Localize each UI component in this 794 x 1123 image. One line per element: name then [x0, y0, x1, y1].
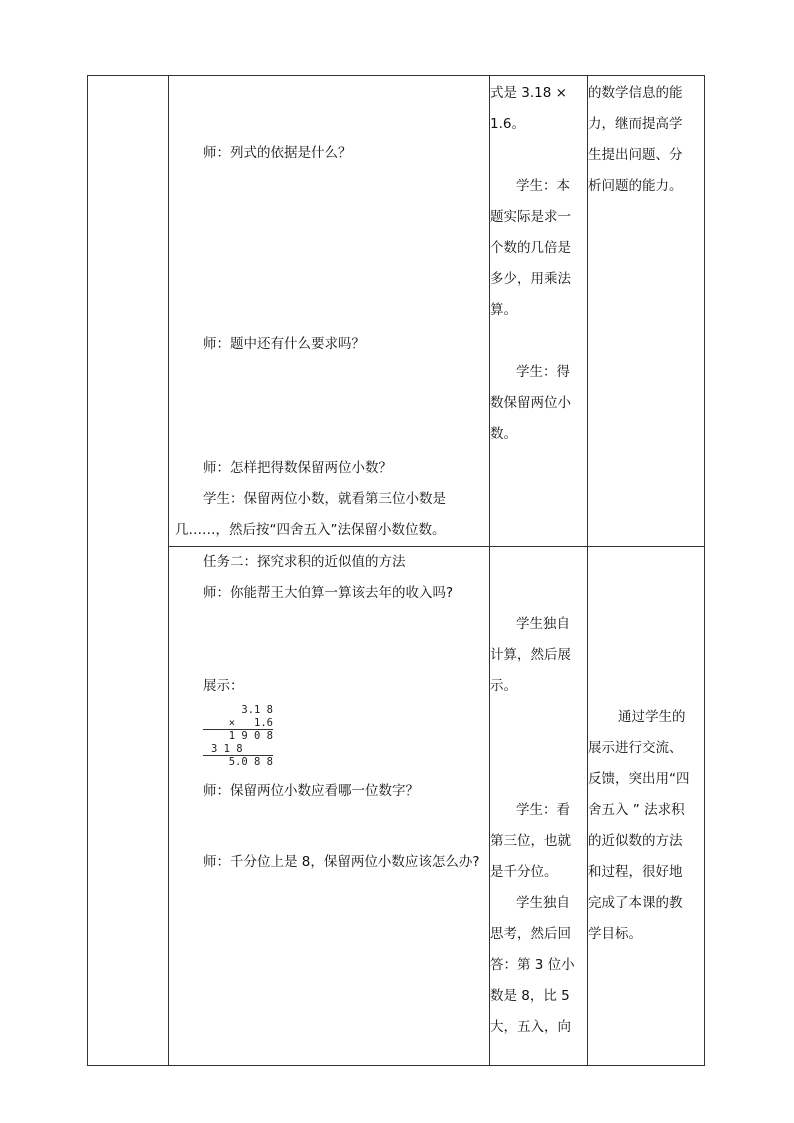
text-line: 算。 [490, 302, 517, 318]
calc-line: 3.1 8 [241, 704, 273, 716]
teacher-question: 师：列式的依据是什么？ [203, 145, 352, 161]
text-line: 析问题的能力。 [588, 178, 683, 194]
text-line: 计算，然后展 [490, 647, 571, 663]
student-answer: 几……，然后按“四舍五入”法保留小数位数。 [175, 522, 446, 538]
calc-line: 1 9 0 8 [203, 729, 273, 743]
text-line: 完成了本课的教 [588, 895, 683, 911]
teacher-question: 师：题中还有什么要求吗？ [203, 336, 365, 352]
calc-line: 5.0 8 8 [203, 755, 273, 769]
table-row [88, 547, 705, 1066]
text-line: 式是 3.18 × [490, 85, 567, 101]
teacher-activity-cell [169, 76, 490, 547]
student-activity-cell [490, 547, 588, 1066]
text-line: 大，五入，向 [490, 1019, 571, 1035]
text-line: 个数的几倍是 [490, 240, 571, 256]
text-line: 和过程，很好地 [588, 864, 683, 880]
text-line: 展示进行交流、 [588, 740, 683, 756]
calc-line: × 1.6 [228, 716, 273, 729]
text-line: 答：第 3 位小 [490, 957, 575, 973]
text-line: 数保留两位小 [490, 395, 571, 411]
text-line: 学生独自 [516, 616, 570, 632]
text-line: 第三位，也就 [490, 833, 571, 849]
vertical-multiplication [203, 704, 273, 769]
text-line: 的近似数的方法 [588, 833, 683, 849]
text-line: 生提出问题、分 [588, 147, 683, 163]
text-line: 1.6。 [490, 116, 525, 132]
text-line: 通过学生的 [618, 709, 686, 725]
text-line: 学生：得 [516, 364, 570, 380]
student-answer: 学生：保留两位小数，就看第三位小数是 [203, 491, 446, 507]
calc-line: 3 1 8 [211, 742, 243, 755]
show-label: 展示： [203, 678, 244, 694]
stage-column-cell [88, 76, 169, 1066]
text-line: 力，继而提高学 [588, 116, 683, 132]
design-intent-cell [588, 547, 705, 1066]
text-line: 数。 [490, 426, 517, 442]
text-line: 示。 [490, 678, 517, 694]
text-line: 题实际是求一 [490, 209, 571, 225]
text-line: 的数学信息的能 [588, 85, 683, 101]
teacher-question: 师：你能帮王大伯算一算该去年的收入吗? [203, 585, 454, 601]
text-line: 思考，然后回 [490, 926, 571, 942]
text-line: 多少，用乘法 [490, 271, 571, 287]
text-line: 学目标。 [588, 926, 642, 942]
text-line: 反馈，突出用“四 [588, 771, 690, 787]
student-activity-cell [490, 76, 588, 547]
design-intent-cell [588, 76, 705, 547]
text-line: 学生独自 [516, 895, 570, 911]
teacher-question: 师：千分位上是 8，保留两位小数应该怎么办? [203, 853, 480, 870]
text-line: 学生：看 [516, 802, 570, 818]
teacher-question: 师：怎样把得数保留两位小数？ [203, 460, 392, 476]
text-line: 是千分位。 [490, 864, 558, 880]
teacher-activity-cell [169, 547, 490, 1066]
text-line: 学生：本 [516, 178, 570, 194]
text-line: 数是 8，比 5 [490, 988, 570, 1004]
task-heading: 任务二：探究求积的近似值的方法 [203, 554, 406, 570]
lesson-plan-table [87, 75, 705, 1066]
text-line: 舍五入 ” 法求积 [588, 802, 685, 818]
table-row [88, 76, 705, 547]
teacher-question: 师：保留两位小数应看哪一位数字？ [203, 782, 419, 799]
